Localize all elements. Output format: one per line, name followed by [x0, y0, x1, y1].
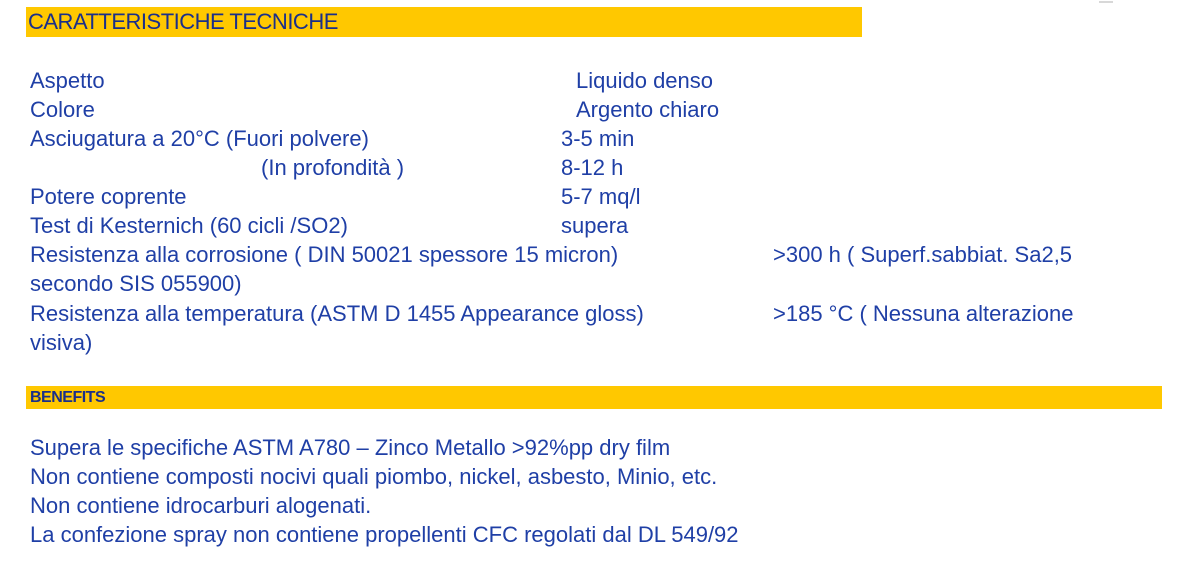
spec-label-potere-coprente: Potere coprente — [30, 184, 187, 209]
page-corner-mark — [1099, 1, 1113, 3]
spec-value-profondita: 8-12 h — [561, 155, 624, 180]
section-heading-benefits: BENEFITS — [26, 386, 1162, 409]
spec-value-kesternich: supera — [561, 213, 629, 238]
benefit-item: Supera le specifiche ASTM A780 – Zinco Metallo >92%pp dry film — [30, 435, 671, 460]
benefit-item: Non contiene composti nocivi quali piombo, nickel, asbesto, Minio, etc. — [30, 464, 718, 489]
spec-value-potere-coprente: 5-7 mq/l — [561, 184, 641, 209]
spec-value-colore: Argento chiaro — [576, 97, 720, 122]
spec-label-temperatura: Resistenza alla temperatura (ASTM D 1455 Appearance gloss) — [30, 301, 644, 326]
spec-label-colore: Colore — [30, 97, 95, 122]
spec-value-temperatura: >185 °C ( Nessuna alterazione — [773, 301, 1074, 326]
benefit-item: Non contiene idrocarburi alogenati. — [30, 493, 372, 518]
benefit-item: La confezione spray non contiene propellenti CFC regolati dal DL 549/92 — [30, 522, 739, 547]
spec-value-corrosione: >300 h ( Superf.sabbiat. Sa2,5 — [773, 242, 1073, 267]
spec-label-corrosione: Resistenza alla corrosione ( DIN 50021 spessore 15 micron) — [30, 242, 619, 267]
spec-value-asciugatura: 3-5 min — [561, 126, 635, 151]
spec-label-kesternich: Test di Kesternich (60 cicli /SO2) — [30, 213, 348, 238]
spec-value-temperatura-continuation: visiva) — [30, 330, 93, 355]
spec-value-aspetto: Liquido denso — [576, 68, 714, 93]
section-heading-technical: CARATTERISTICHE TECNICHE — [26, 7, 862, 37]
spec-label-aspetto: Aspetto — [30, 68, 105, 93]
spec-label-profondita: (In profondità ) — [261, 155, 405, 180]
spec-label-asciugatura: Asciugatura a 20°C (Fuori polvere) — [30, 126, 369, 151]
spec-value-corrosione-continuation: secondo SIS 055900) — [30, 271, 242, 296]
